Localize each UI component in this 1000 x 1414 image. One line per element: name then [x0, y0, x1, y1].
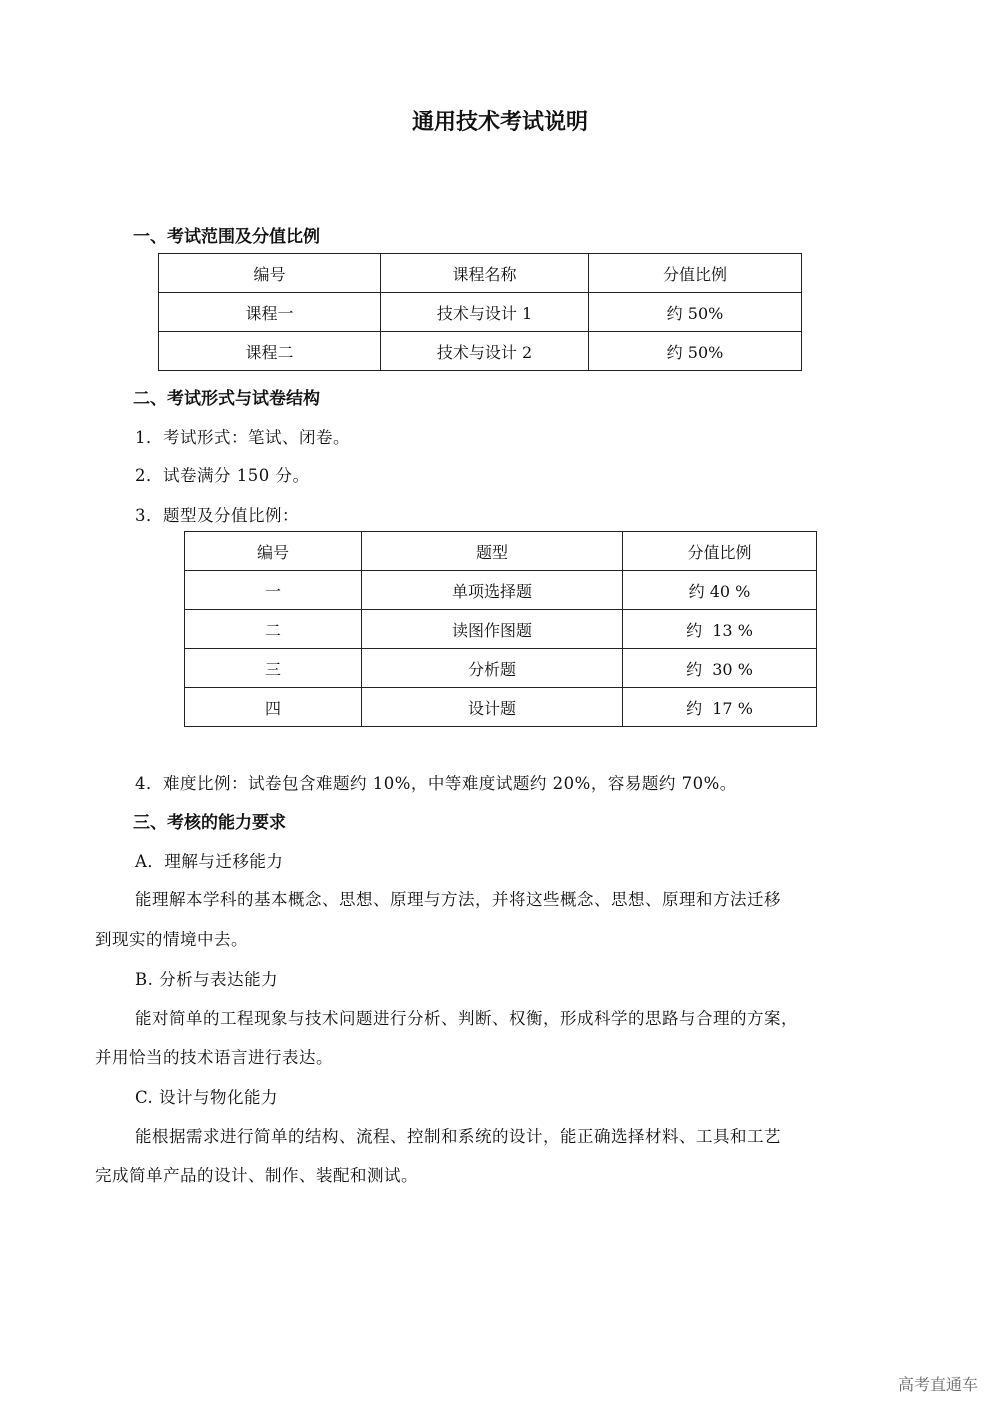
course-table: [158, 253, 802, 371]
table-header: 题型: [362, 532, 623, 571]
table-row: [185, 610, 817, 649]
ability-a-title: A．理解与迁移能力: [135, 852, 284, 871]
table-row: [185, 571, 817, 610]
table-header-row: [185, 532, 817, 571]
table-cell: 技术与设计 2: [381, 332, 589, 371]
watermark-text: 高考直通车: [897, 1375, 978, 1394]
ability-c-text-cont: 完成简单产品的设计、制作、装配和测试。: [95, 1166, 418, 1185]
table-cell: 单项选择题: [362, 571, 623, 610]
table-header: 分值比例: [589, 254, 802, 293]
table-cell: 四: [185, 688, 362, 727]
table-row: [159, 332, 802, 371]
question-type-table: [184, 531, 817, 727]
item-exam-form: 1．考试形式：笔试、闭卷。: [135, 428, 350, 447]
item-question-types: 3．题型及分值比例：: [135, 506, 299, 525]
table-cell: 三: [185, 649, 362, 688]
table-header-row: [159, 254, 802, 293]
section1-heading: 一、考试范围及分值比例: [133, 227, 320, 247]
table-cell: 课程二: [159, 332, 381, 371]
ability-c-title: C. 设计与物化能力: [135, 1088, 279, 1107]
table-cell: 读图作图题: [362, 610, 623, 649]
page-title: 通用技术考试说明: [411, 110, 588, 135]
table-cell: 约 13 %: [623, 610, 817, 649]
ability-b-text: 能对简单的工程现象与技术问题进行分析、判断、权衡，形成科学的思路与合理的方案，: [135, 1009, 798, 1028]
item-difficulty: 4．难度比例：试卷包含难题约 10%，中等难度试题约 20%，容易题约 70%。: [135, 774, 737, 793]
table-cell: 约 30 %: [623, 649, 817, 688]
table-cell: 二: [185, 610, 362, 649]
table-cell: 分析题: [362, 649, 623, 688]
table-header: 分值比例: [623, 532, 817, 571]
table-header: 编号: [159, 254, 381, 293]
table-row: [185, 649, 817, 688]
ability-a-text: 能理解本学科的基本概念、思想、原理与方法，并将这些概念、思想、原理和方法迁移: [135, 890, 781, 909]
table-cell: 约 17 %: [623, 688, 817, 727]
table-cell: 课程一: [159, 293, 381, 332]
ability-b-text-cont: 并用恰当的技术语言进行表达。: [95, 1048, 333, 1067]
table-row: [185, 688, 817, 727]
table-cell: 约 50%: [589, 332, 802, 371]
table-row: [159, 293, 802, 332]
table-cell: 技术与设计 1: [381, 293, 589, 332]
item-full-score: 2．试卷满分 150 分。: [135, 466, 310, 485]
section3-heading: 三、考核的能力要求: [133, 813, 286, 833]
table-cell: 约 50%: [589, 293, 802, 332]
table-cell: 设计题: [362, 688, 623, 727]
ability-a-text-cont: 到现实的情境中去。: [95, 930, 248, 949]
table-cell: 一: [185, 571, 362, 610]
table-cell: 约 40 %: [623, 571, 817, 610]
section2-heading: 二、考试形式与试卷结构: [133, 389, 320, 409]
ability-c-text: 能根据需求进行简单的结构、流程、控制和系统的设计，能正确选择材料、工具和工艺: [135, 1127, 781, 1146]
table-header: 课程名称: [381, 254, 589, 293]
table-header: 编号: [185, 532, 362, 571]
ability-b-title: B. 分析与表达能力: [135, 970, 279, 989]
